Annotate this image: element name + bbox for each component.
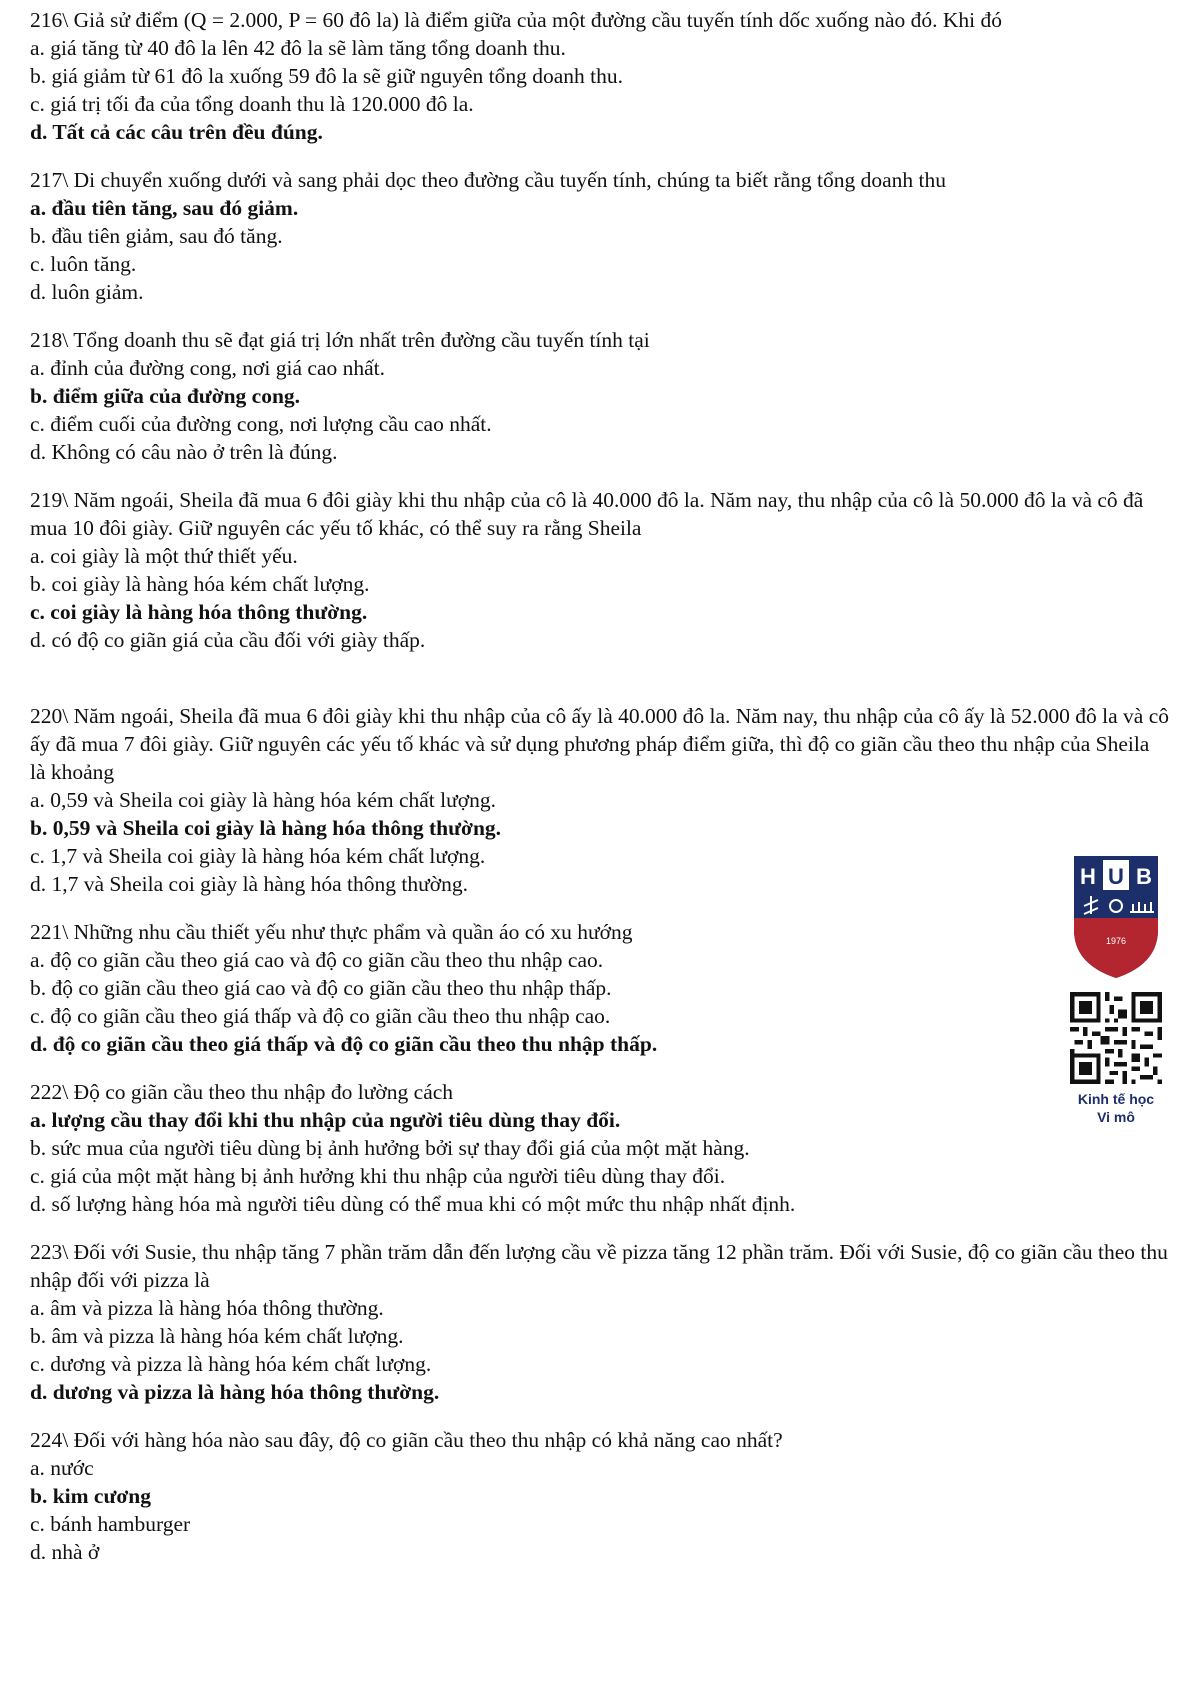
logo-year: 1976	[1105, 936, 1127, 946]
qr-code-icon	[1070, 992, 1162, 1084]
question-stem: 218\ Tổng doanh thu sẽ đạt giá trị lớn nhất trên đường cầu tuyến tính tại	[30, 328, 650, 352]
question-223	[30, 1238, 1170, 1406]
hub-shield-icon	[1070, 852, 1162, 982]
hub-logo	[1070, 852, 1162, 987]
option-c: c. luôn tăng.	[30, 252, 137, 276]
logo-caption-line1: Kinh tế học	[1077, 1091, 1155, 1107]
option-a: a. độ co giãn cầu theo giá cao và độ co giãn cầu theo thu nhập cao.	[30, 948, 604, 972]
option-b-correct: b. 0,59 và Sheila coi giày là hàng hóa thông thường.	[30, 816, 502, 840]
question-222	[30, 1078, 1170, 1218]
option-d: d. luôn giảm.	[30, 280, 144, 304]
option-b: b. đầu tiên giảm, sau đó tăng.	[30, 224, 283, 248]
question-stem: 222\ Độ co giãn cầu theo thu nhập đo lường cách	[30, 1080, 454, 1104]
option-c: c. bánh hamburger	[30, 1512, 191, 1536]
question-221	[30, 918, 1030, 1058]
option-a: a. 0,59 và Sheila coi giày là hàng hóa kém chất lượng.	[30, 788, 497, 812]
question-216	[30, 6, 1170, 146]
question-stem: 220\ Năm ngoái, Sheila đã mua 6 đôi giày khi thu nhập của cô ấy là 40.000 đô la. Năm nay, thu nhập của cô ấy là 52.000 đô la và cô ấy đã mua 7 đôi giày. Giữ nguyên các yếu tố khác và sử dụng phương pháp điểm giữa, thì độ co giãn cầu theo thu nhập của Sheila là khoảng	[30, 704, 1170, 784]
question-stem: 221\ Những nhu cầu thiết yếu như thực phẩm và quần áo có xu hướng	[30, 920, 633, 944]
option-d: d. Không có câu nào ở trên là đúng.	[30, 440, 338, 464]
question-stem: 217\ Di chuyển xuống dưới và sang phải dọc theo đường cầu tuyến tính, chúng ta biết rằng tổng doanh thu	[30, 168, 947, 192]
question-stem: 216\ Giả sử điểm (Q = 2.000, P = 60 đô la) là điểm giữa của một đường cầu tuyến tính dốc xuống nào đó. Khi đó	[30, 8, 1003, 32]
option-a-correct: a. đầu tiên tăng, sau đó giảm.	[30, 196, 299, 220]
option-c: c. điểm cuối của đường cong, nơi lượng cầu cao nhất.	[30, 412, 492, 436]
option-a: a. đỉnh của đường cong, nơi giá cao nhất.	[30, 356, 386, 380]
option-b: b. độ co giãn cầu theo giá cao và độ co giãn cầu theo thu nhập thấp.	[30, 976, 612, 1000]
option-a: a. giá tăng từ 40 đô la lên 42 đô la sẽ làm tăng tổng doanh thu.	[30, 36, 566, 60]
logo-caption-line2: Vi mô	[1097, 1109, 1135, 1125]
option-d-correct: d. độ co giãn cầu theo giá thấp và độ co giãn cầu theo thu nhập thấp.	[30, 1032, 658, 1056]
logo-letter-h: H	[1080, 864, 1096, 889]
question-stem: 223\ Đối với Susie, thu nhập tăng 7 phần trăm dẫn đến lượng cầu về pizza tăng 12 phần trăm. Đối với Susie, độ co giãn cầu theo thu nhập đối với pizza là	[30, 1240, 1168, 1292]
question-stem: 224\ Đối với hàng hóa nào sau đây, độ co giãn cầu theo thu nhập có khả năng cao nhất?	[30, 1428, 783, 1452]
question-224	[30, 1426, 1170, 1566]
option-b: b. âm và pizza là hàng hóa kém chất lượng.	[30, 1324, 404, 1348]
option-d: d. số lượng hàng hóa mà người tiêu dùng có thể mua khi có một mức thu nhập nhất định.	[30, 1192, 796, 1216]
option-c: c. giá của một mặt hàng bị ảnh hưởng khi thu nhập của người tiêu dùng thay đổi.	[30, 1164, 726, 1188]
option-d-correct: d. dương và pizza là hàng hóa thông thường.	[30, 1380, 440, 1404]
option-c: c. dương và pizza là hàng hóa kém chất lượng.	[30, 1352, 432, 1376]
option-b: b. coi giày là hàng hóa kém chất lượng.	[30, 572, 370, 596]
option-c-correct: c. coi giày là hàng hóa thông thường.	[30, 600, 368, 624]
option-b: b. sức mua của người tiêu dùng bị ảnh hưởng bởi sự thay đổi giá của một mặt hàng.	[30, 1136, 750, 1160]
option-a-correct: a. lượng cầu thay đổi khi thu nhập của người tiêu dùng thay đổi.	[30, 1108, 621, 1132]
option-d: d. có độ co giãn giá của cầu đối với giày thấp.	[30, 628, 426, 652]
question-218	[30, 326, 1170, 466]
question-stem: 219\ Năm ngoái, Sheila đã mua 6 đôi giày khi thu nhập của cô là 40.000 đô la. Năm nay, thu nhập của cô là 50.000 đô la và cô đã mua 10 đôi giày. Giữ nguyên các yếu tố khác, có thể suy ra rằng Sheila	[30, 488, 1144, 540]
option-b-correct: b. điểm giữa của đường cong.	[30, 384, 301, 408]
option-d: d. nhà ở	[30, 1540, 100, 1564]
question-219	[30, 486, 1170, 654]
option-c: c. độ co giãn cầu theo giá thấp và độ co giãn cầu theo thu nhập cao.	[30, 1004, 611, 1028]
question-220	[30, 702, 1170, 898]
option-a: a. âm và pizza là hàng hóa thông thường.	[30, 1296, 384, 1320]
question-217	[30, 166, 1170, 306]
logo-letter-u: U	[1108, 864, 1124, 889]
option-a: a. coi giày là một thứ thiết yếu.	[30, 544, 298, 568]
logo-letter-b: B	[1136, 864, 1152, 889]
option-c: c. 1,7 và Sheila coi giày là hàng hóa kém chất lượng.	[30, 844, 486, 868]
option-b-correct: b. kim cương	[30, 1484, 151, 1508]
option-c: c. giá trị tối đa của tổng doanh thu là 120.000 đô la.	[30, 92, 474, 116]
option-d-correct: d. Tất cả các câu trên đều đúng.	[30, 120, 323, 144]
option-b: b. giá giảm từ 61 đô la xuống 59 đô la sẽ giữ nguyên tổng doanh thu.	[30, 64, 623, 88]
option-d: d. 1,7 và Sheila coi giày là hàng hóa thông thường.	[30, 872, 469, 896]
option-a: a. nước	[30, 1456, 94, 1480]
